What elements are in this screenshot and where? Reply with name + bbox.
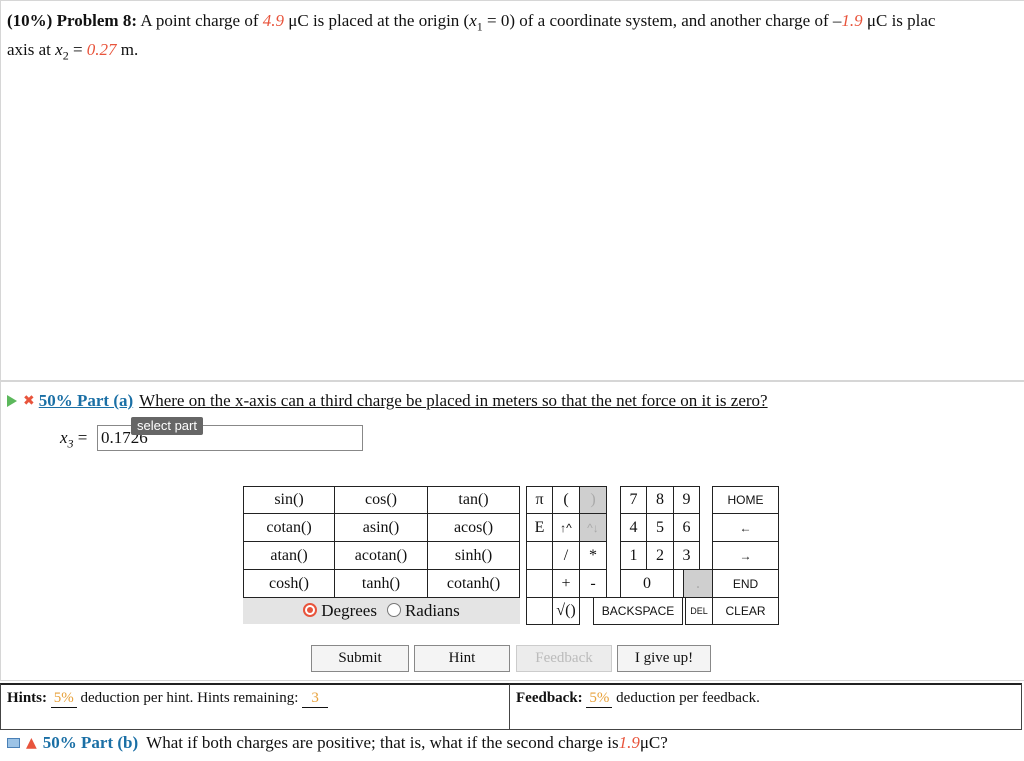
- minus-button[interactable]: -: [579, 569, 607, 598]
- cos-button[interactable]: cos(): [334, 486, 428, 514]
- decimal-button[interactable]: .: [683, 569, 713, 598]
- hints-text: [7, 690, 328, 708]
- key-8[interactable]: 8: [646, 486, 674, 514]
- part-a-header[interactable]: [7, 391, 768, 411]
- radians-option[interactable]: [387, 601, 460, 621]
- degrees-radio[interactable]: [303, 603, 317, 617]
- x1-symbol: x: [469, 11, 477, 30]
- degrees-option[interactable]: [303, 601, 377, 621]
- hints-deduction: 5%: [51, 690, 77, 708]
- acotan-button[interactable]: acotan(): [334, 541, 428, 570]
- problem-statement: [7, 9, 935, 68]
- multiply-button[interactable]: *: [579, 541, 607, 570]
- incorrect-icon: ✖: [23, 393, 35, 409]
- end-button[interactable]: END: [712, 569, 779, 598]
- x2-symbol: x: [55, 40, 63, 60]
- cotan-button[interactable]: cotan(): [243, 513, 335, 542]
- problem-text-6: =: [68, 40, 87, 60]
- hints-remaining: 3: [302, 690, 328, 708]
- x1-subscript: 1: [476, 19, 483, 34]
- select-part-tooltip: select part: [131, 417, 203, 435]
- feedback-description: deduction per feedback.: [612, 690, 760, 706]
- tan-button[interactable]: tan(): [427, 486, 520, 514]
- part-b-charge: 1.9: [618, 733, 640, 752]
- hints-description: deduction per hint. Hints remaining:: [76, 690, 303, 706]
- key-3[interactable]: 3: [673, 541, 700, 570]
- key-9[interactable]: 9: [673, 486, 700, 514]
- cotanh-button[interactable]: cotanh(): [427, 569, 520, 598]
- key-1[interactable]: 1: [620, 541, 647, 570]
- angle-mode-selector: [243, 598, 520, 624]
- plus-button[interactable]: +: [552, 569, 580, 598]
- home-button[interactable]: HOME: [712, 486, 779, 514]
- part-b-question-2: μC?: [639, 733, 668, 752]
- blank-key-2: [526, 569, 553, 598]
- cosh-button[interactable]: cosh(): [243, 569, 335, 598]
- feedback-text: [516, 690, 760, 708]
- key-7[interactable]: 7: [620, 486, 647, 514]
- part-b-label[interactable]: 50% Part (b): [42, 733, 139, 752]
- asin-button[interactable]: asin(): [334, 513, 428, 542]
- answer-subscript: 3: [67, 436, 74, 451]
- feedback-button: Feedback: [516, 645, 612, 672]
- warning-icon: ▲: [26, 735, 37, 751]
- left-arrow-button[interactable]: ←: [712, 513, 779, 542]
- delete-button[interactable]: DEL: [685, 597, 713, 625]
- x2-value: 0.27: [86, 40, 117, 60]
- blank-key-3: [526, 597, 553, 625]
- blank-key-1: [526, 541, 553, 570]
- problem-text-1: A point charge of: [140, 11, 259, 30]
- right-arrow-button[interactable]: →: [712, 541, 779, 570]
- charge-1-value: 4.9: [262, 11, 284, 30]
- answer-symbol: x: [60, 428, 68, 447]
- problem-text-4: μC is plac: [862, 11, 936, 30]
- acos-button[interactable]: acos(): [427, 513, 520, 542]
- sqrt-button[interactable]: √(): [552, 597, 580, 625]
- problem-text-3: = 0) of a coordinate system, and another charge of –: [482, 11, 842, 30]
- part-b-expand-icon[interactable]: [7, 738, 20, 748]
- part-a-label[interactable]: 50% Part (a): [38, 391, 134, 410]
- backspace-button[interactable]: BACKSPACE: [593, 597, 683, 625]
- answer-equals: =: [73, 428, 88, 447]
- sin-button[interactable]: sin(): [243, 486, 335, 514]
- charge-2-value: 1.9: [841, 11, 863, 30]
- feedback-panel: [510, 683, 1022, 730]
- divide-button[interactable]: /: [552, 541, 580, 570]
- key-0[interactable]: 0: [620, 569, 674, 598]
- problem-text-7: m.: [116, 40, 139, 60]
- key-4[interactable]: 4: [620, 513, 647, 542]
- key-2[interactable]: 2: [646, 541, 674, 570]
- part-b-question-1: What if both charges are positive; that is, what if the second charge is: [146, 733, 619, 752]
- x2-subscript: 2: [62, 48, 69, 63]
- feedback-deduction: 5%: [586, 690, 612, 708]
- power-up-button[interactable]: ↑^: [552, 513, 580, 542]
- answer-label: [60, 428, 87, 451]
- radians-radio[interactable]: [387, 603, 401, 617]
- atan-button[interactable]: atan(): [243, 541, 335, 570]
- problem-text-2: μC is placed at the origin (: [288, 11, 470, 30]
- radians-label: Radians: [404, 601, 460, 620]
- hints-label: Hints:: [7, 690, 48, 706]
- right-paren-button[interactable]: ): [579, 486, 607, 514]
- give-up-button[interactable]: I give up!: [617, 645, 711, 672]
- feedback-label: Feedback:: [516, 690, 583, 706]
- power-down-button[interactable]: ^↓: [579, 513, 607, 542]
- tanh-button[interactable]: tanh(): [334, 569, 428, 598]
- key-5[interactable]: 5: [646, 513, 674, 542]
- problem-text-5: axis at: [7, 40, 56, 60]
- e-button[interactable]: E: [526, 513, 553, 542]
- pi-button[interactable]: π: [526, 486, 553, 514]
- submit-button[interactable]: Submit: [311, 645, 409, 672]
- sinh-button[interactable]: sinh(): [427, 541, 520, 570]
- play-icon[interactable]: [7, 395, 17, 407]
- problem-prefix: (10%) Problem 8:: [7, 11, 137, 30]
- degrees-label: Degrees: [321, 601, 377, 620]
- hint-button[interactable]: Hint: [414, 645, 510, 672]
- part-a-question[interactable]: Where on the x-axis can a third charge be placed in meters so that the net force on it is zero?: [139, 391, 768, 410]
- part-b-header[interactable]: [7, 733, 668, 753]
- key-6[interactable]: 6: [673, 513, 700, 542]
- clear-button[interactable]: CLEAR: [712, 597, 779, 625]
- hints-panel: [0, 683, 510, 730]
- problem-line-2: [7, 38, 935, 67]
- left-paren-button[interactable]: (: [552, 486, 580, 514]
